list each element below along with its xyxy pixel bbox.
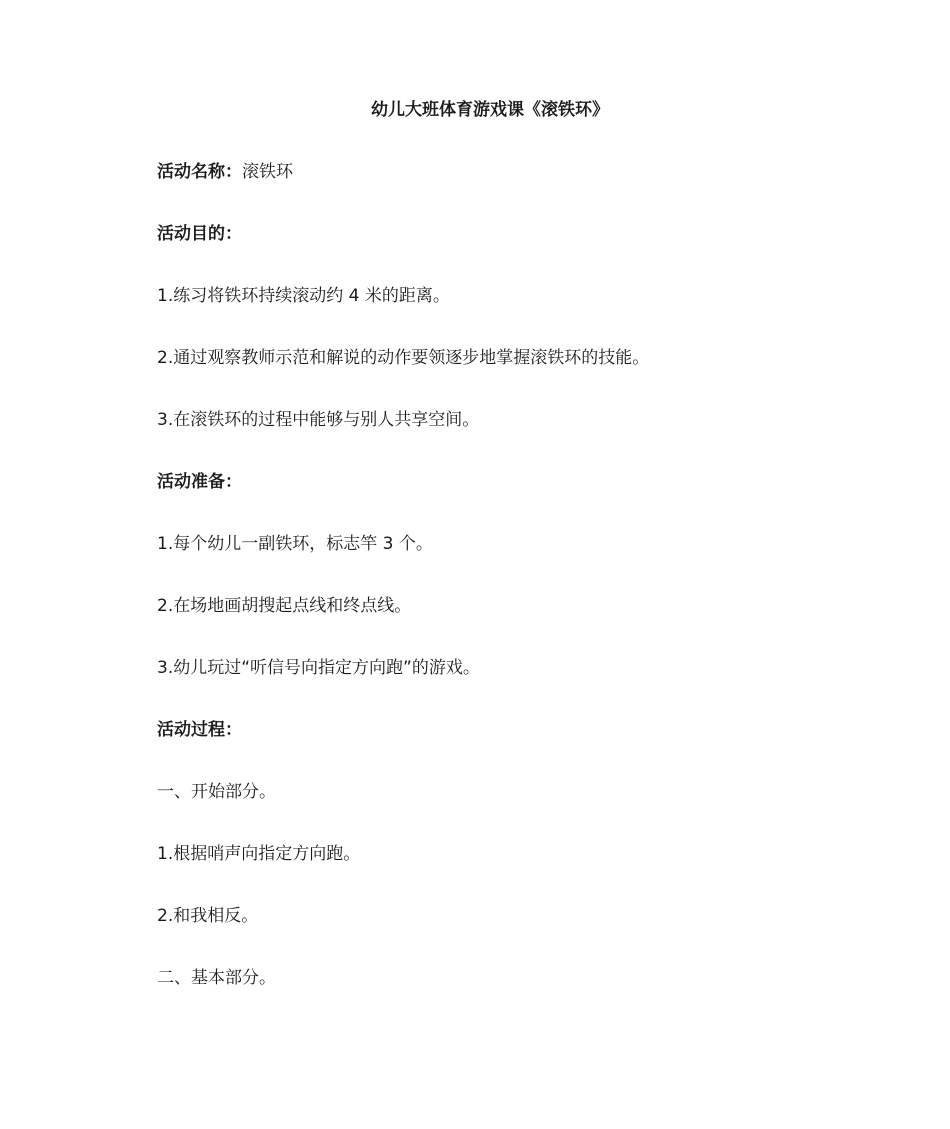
activity-name-label: 活动名称： <box>157 162 242 182</box>
preparation-heading: 活动准备： <box>157 472 242 492</box>
process-heading: 活动过程： <box>157 720 242 740</box>
process-part-1-item-1: 1.根据哨声向指定方向跑。 <box>157 844 361 864</box>
process-part-1-heading: 一、开始部分。 <box>157 782 276 802</box>
document-title: 幼儿大班体育游戏课《滚铁环》 <box>371 100 609 120</box>
purpose-item-3: 3.在滚铁环的过程中能够与别人共享空间。 <box>157 410 480 430</box>
process-part-2-heading: 二、基本部分。 <box>157 968 276 988</box>
purpose-item-1: 1.练习将铁环持续滚动约 4 米的距离。 <box>157 286 450 306</box>
purpose-heading: 活动目的： <box>157 224 242 244</box>
preparation-item-3: 3.幼儿玩过“听信号向指定方向跑”的游戏。 <box>157 658 480 678</box>
process-part-1-item-2: 2.和我相反。 <box>157 906 259 926</box>
activity-name-value: 滚铁环 <box>242 162 293 182</box>
activity-name-line <box>157 160 293 184</box>
preparation-item-1: 1.每个幼儿一副铁环，标志竿 3 个。 <box>157 534 433 554</box>
purpose-item-2: 2.通过观察教师示范和解说的动作要领逐步地掌握滚铁环的技能。 <box>157 348 650 368</box>
preparation-item-2: 2.在场地画胡搜起点线和终点线。 <box>157 596 412 616</box>
